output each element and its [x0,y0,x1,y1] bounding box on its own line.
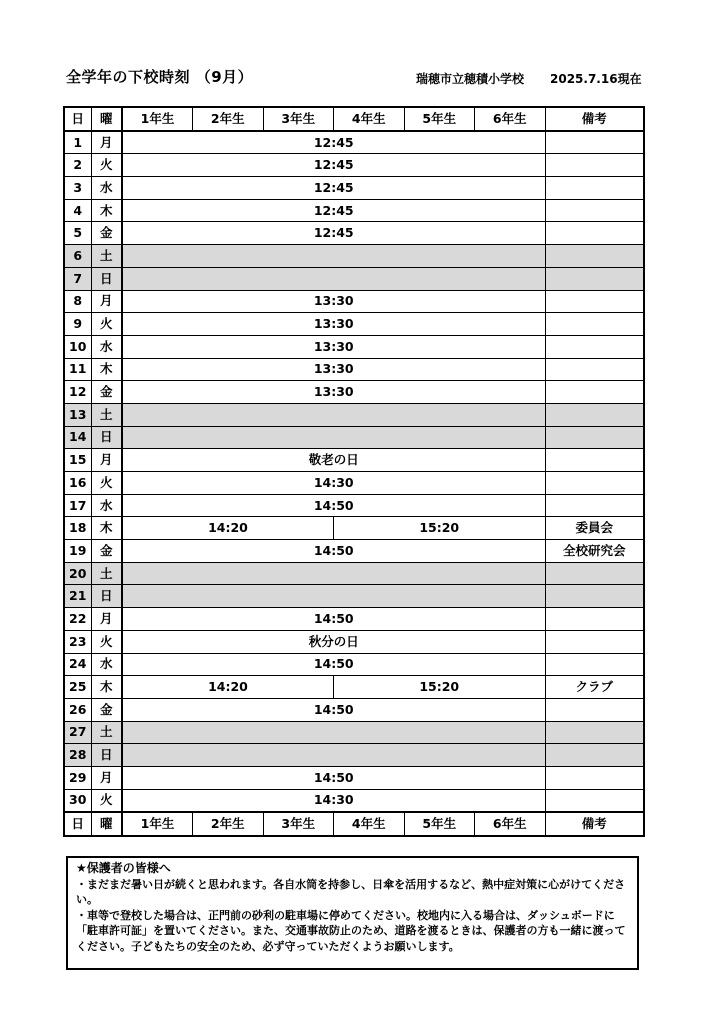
time-all-grades: 14:50 [122,494,545,517]
note-cell: クラブ [545,676,644,699]
note-cell [545,177,644,200]
holiday-fill [122,426,545,449]
weekday-cell: 木 [91,676,122,699]
holiday-fill [122,744,545,767]
table-row [64,403,644,426]
note-cell [545,131,644,154]
notes-heading: ★保護者の皆様へ [76,861,171,875]
note-cell [545,766,644,789]
day-cell: 21 [64,585,91,608]
table-row [64,608,644,631]
holiday-fill [122,267,545,290]
day-cell: 22 [64,608,91,631]
table-row [64,562,644,585]
table-row [64,789,644,812]
day-cell: 6 [64,245,91,268]
note-cell: 委員会 [545,517,644,540]
weekday-cell: 火 [91,789,122,812]
weekday-cell: 日 [91,744,122,767]
day-cell: 30 [64,789,91,812]
note-cell [545,630,644,653]
weekday-cell: 月 [91,608,122,631]
column-header: 2年生 [193,107,264,131]
column-header: 日 [64,107,91,131]
weekday-cell: 日 [91,267,122,290]
holiday-fill [122,585,545,608]
day-cell: 11 [64,358,91,381]
time-all-grades: 12:45 [122,199,545,222]
note-cell [545,199,644,222]
weekday-cell: 火 [91,313,122,336]
time-all-grades: 14:50 [122,608,545,631]
time-all-grades: 12:45 [122,154,545,177]
day-cell: 5 [64,222,91,245]
weekday-cell: 火 [91,472,122,495]
note-cell [545,721,644,744]
table-row [64,154,644,177]
note-cell [545,335,644,358]
time-all-grades: 14:50 [122,540,545,563]
time-all-grades: 14:30 [122,472,545,495]
weekday-cell: 金 [91,698,122,721]
notes-box [66,856,639,970]
column-header: 曜 [91,812,122,836]
time-lower-grades: 14:20 [122,676,334,699]
table-row [64,358,644,381]
column-header: 曜 [91,107,122,131]
note-cell [545,789,644,812]
table-row [64,653,644,676]
note-cell [545,494,644,517]
column-header: 4年生 [334,107,405,131]
dismissal-schedule-table [63,106,645,837]
school-name: 瑞穂市立穂積小学校 [416,72,525,86]
table-row [64,721,644,744]
time-all-grades: 14:50 [122,766,545,789]
table-row [64,744,644,767]
time-all-grades: 13:30 [122,358,545,381]
note-cell [545,608,644,631]
table-footer-row [64,812,644,836]
column-header: 備考 [545,107,644,131]
table-row [64,335,644,358]
time-all-grades: 12:45 [122,222,545,245]
day-cell: 9 [64,313,91,336]
time-upper-grades: 15:20 [334,517,546,540]
table-row [64,449,644,472]
table-row [64,177,644,200]
table-row [64,517,644,540]
column-header: 1年生 [122,107,193,131]
time-all-grades: 敬老の日 [122,449,545,472]
time-all-grades: 14:50 [122,653,545,676]
day-cell: 23 [64,630,91,653]
note-cell [545,381,644,404]
table-row [64,426,644,449]
table-row [64,630,644,653]
weekday-cell: 日 [91,585,122,608]
day-cell: 3 [64,177,91,200]
holiday-fill [122,721,545,744]
table-header-row [64,107,644,131]
weekday-cell: 木 [91,358,122,381]
schedule-body [64,107,644,836]
weekday-cell: 月 [91,449,122,472]
weekday-cell: 金 [91,222,122,245]
column-header: 1年生 [122,812,193,836]
weekday-cell: 水 [91,335,122,358]
note-cell [545,744,644,767]
holiday-fill [122,245,545,268]
day-cell: 18 [64,517,91,540]
weekday-cell: 月 [91,290,122,313]
weekday-cell: 金 [91,540,122,563]
time-upper-grades: 15:20 [334,676,546,699]
time-all-grades: 13:30 [122,290,545,313]
time-all-grades: 12:45 [122,177,545,200]
day-cell: 29 [64,766,91,789]
note-cell [545,449,644,472]
day-cell: 2 [64,154,91,177]
note-cell [545,653,644,676]
weekday-cell: 月 [91,131,122,154]
day-cell: 14 [64,426,91,449]
column-header: 日 [64,812,91,836]
weekday-cell: 土 [91,403,122,426]
weekday-cell: 日 [91,426,122,449]
day-cell: 17 [64,494,91,517]
day-cell: 12 [64,381,91,404]
column-header: 6年生 [475,812,546,836]
column-header: 3年生 [263,107,334,131]
column-header: 5年生 [404,812,475,836]
time-all-grades: 13:30 [122,381,545,404]
column-header: 備考 [545,812,644,836]
note-cell [545,562,644,585]
table-row [64,540,644,563]
weekday-cell: 木 [91,517,122,540]
note-cell [545,358,644,381]
note-cell [545,245,644,268]
day-cell: 26 [64,698,91,721]
table-row [64,494,644,517]
note-cell [545,290,644,313]
weekday-cell: 土 [91,562,122,585]
page-title: 全学年の下校時刻 （9月） [66,68,254,86]
time-all-grades: 12:45 [122,131,545,154]
note-line: ・まだまだ暑い日が続くと思われます。各自水筒を持参し、日傘を活用するなど、熱中症対策に心がけてください。 [76,877,626,906]
table-row [64,267,644,290]
as-of-date: 2025.7.16現在 [550,72,642,86]
table-row [64,381,644,404]
column-header: 2年生 [193,812,264,836]
weekday-cell: 水 [91,653,122,676]
table-row [64,766,644,789]
note-cell [545,585,644,608]
day-cell: 15 [64,449,91,472]
note-cell [545,313,644,336]
day-cell: 4 [64,199,91,222]
day-cell: 16 [64,472,91,495]
day-cell: 20 [64,562,91,585]
day-cell: 27 [64,721,91,744]
day-cell: 19 [64,540,91,563]
weekday-cell: 木 [91,199,122,222]
day-cell: 25 [64,676,91,699]
weekday-cell: 火 [91,154,122,177]
note-cell [545,154,644,177]
note-cell [545,222,644,245]
time-all-grades: 13:30 [122,313,545,336]
column-header: 4年生 [334,812,405,836]
table-row [64,290,644,313]
table-row [64,472,644,495]
note-cell [545,403,644,426]
note-cell: 全校研究会 [545,540,644,563]
table-row [64,585,644,608]
holiday-fill [122,403,545,426]
weekday-cell: 金 [91,381,122,404]
table-row [64,676,644,699]
time-all-grades: 13:30 [122,335,545,358]
table-row [64,131,644,154]
note-cell [545,267,644,290]
table-row [64,245,644,268]
time-all-grades: 14:30 [122,789,545,812]
holiday-fill [122,562,545,585]
column-header: 5年生 [404,107,475,131]
weekday-cell: 土 [91,721,122,744]
weekday-cell: 土 [91,245,122,268]
table-row [64,313,644,336]
day-cell: 28 [64,744,91,767]
weekday-cell: 水 [91,177,122,200]
weekday-cell: 火 [91,630,122,653]
day-cell: 10 [64,335,91,358]
note-cell [545,426,644,449]
note-cell [545,698,644,721]
day-cell: 13 [64,403,91,426]
day-cell: 8 [64,290,91,313]
time-all-grades: 14:50 [122,698,545,721]
table-row [64,199,644,222]
note-line: ・車等で登校した場合は、正門前の砂利の駐車場に停めてください。校地内に入る場合は、ダッシュボードに「駐車許可証」を置いてください。また、交通事故防止のため、道路を渡るときは、保護者の方も一緒に渡ってください。子どもたちの安全のため、必ず守っていただくようお願いします。 [76,908,626,953]
note-cell [545,472,644,495]
time-all-grades: 秋分の日 [122,630,545,653]
weekday-cell: 月 [91,766,122,789]
day-cell: 24 [64,653,91,676]
column-header: 6年生 [475,107,546,131]
column-header: 3年生 [263,812,334,836]
day-cell: 7 [64,267,91,290]
table-row [64,698,644,721]
time-lower-grades: 14:20 [122,517,334,540]
weekday-cell: 水 [91,494,122,517]
day-cell: 1 [64,131,91,154]
table-row [64,222,644,245]
